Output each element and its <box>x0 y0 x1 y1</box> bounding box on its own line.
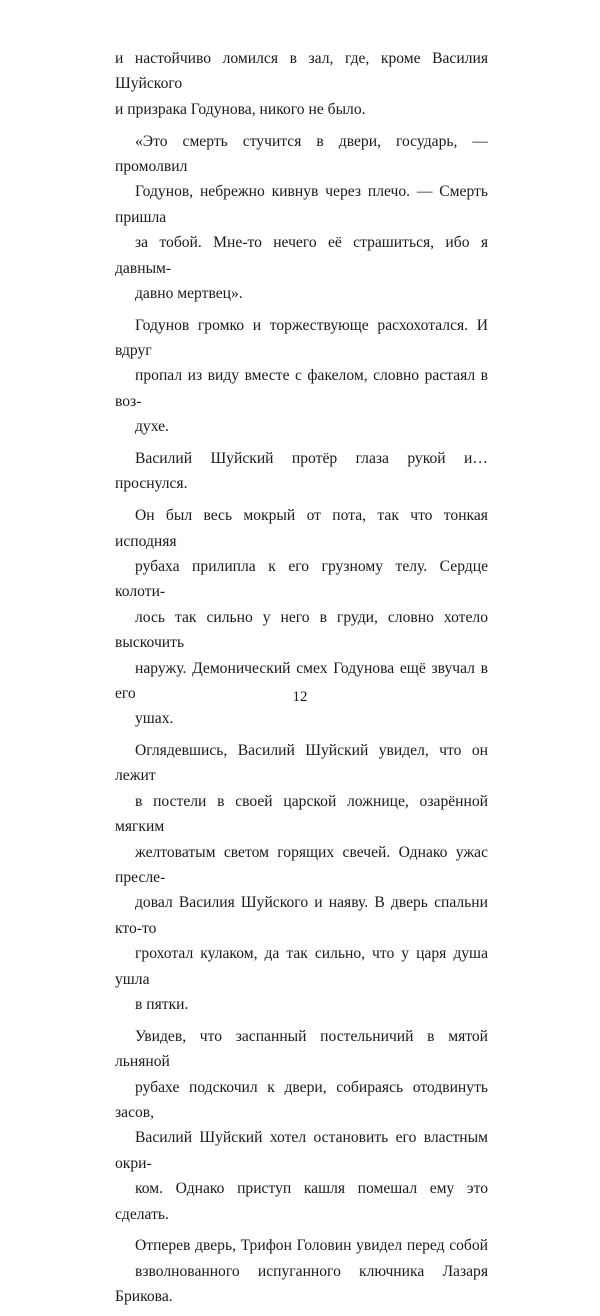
text-line: Он был весь мокрый от пота, так что тонкая исподняя <box>115 507 488 550</box>
text-line: Увидев, что заспанный постельничий в мятой льняной <box>115 1027 488 1071</box>
text-line: грохотал кулаком, да так сильно, что у царя душа ушла <box>115 945 488 988</box>
text-line: Оглядевшись, Василий Шуйский увидел, что он лежит <box>115 742 488 785</box>
text-line: довал Василия Шуйского и наяву. В дверь спальни кто-то <box>115 894 488 937</box>
body-text <box>115 46 488 1316</box>
text-line: рубахе подскочил к двери, собираясь отодвинуть засов, <box>115 1078 488 1122</box>
text-line: Василий Шуйский хотел остановить его властным окри- <box>115 1129 488 1172</box>
text-line: духе. <box>135 418 169 436</box>
page-number: 12 <box>292 689 308 705</box>
paragraph <box>115 129 488 307</box>
paragraph <box>115 46 488 122</box>
text-line: Годунов, небрежно кивнув через плечо. — Смерть пришла <box>115 183 488 226</box>
text-line: желтоватым светом горящих свечей. Однако ужас пресле- <box>115 843 488 887</box>
text-line: Годунов громко и торжествующе расхохотался. И вдруг <box>115 316 488 360</box>
text-line: в пятки. <box>135 996 189 1014</box>
text-line: за тобой. Мне-то нечего её страшиться, ибо я давным- <box>115 234 488 277</box>
text-line: лось так сильно у него в груди, словно хотело выскочить <box>115 608 488 652</box>
paragraph <box>115 313 488 440</box>
paragraph <box>115 446 488 497</box>
text-line: Отперев дверь, Трифон Головин увидел перед собой <box>135 1237 488 1255</box>
text-line: давно мертвец». <box>135 284 243 302</box>
text-line: в постели в своей царской ложнице, озарённой мягким <box>115 792 488 836</box>
text-line: пропал из виду вместе с факелом, словно растаял в воз- <box>115 367 488 410</box>
paragraph <box>115 738 488 1017</box>
paragraph <box>115 1233 488 1309</box>
paragraph <box>115 1024 488 1227</box>
text-line: «Это смерть стучится в двери, государь, — промолвил <box>115 132 488 175</box>
text-line: рубаха прилипла к его грузному телу. Сердце колоти- <box>115 557 488 601</box>
text-line: ушах. <box>135 710 174 728</box>
text-line: и призрака Годунова, никого не было. <box>115 100 366 118</box>
text-line: и настойчиво ломился в зал, где, кроме Василия Шуйского <box>115 50 488 93</box>
text-line: взволнованного испуганного ключника Лазаря Брикова. <box>115 1262 488 1306</box>
text-line: наружу. Демонический смех Годунова ещё звучал в его <box>115 659 488 702</box>
text-line: Василий Шуйский протёр глаза рукой и… проснулся. <box>115 449 488 493</box>
text-line: ком. Однако приступ кашля помешал ему это сделать. <box>115 1180 488 1223</box>
